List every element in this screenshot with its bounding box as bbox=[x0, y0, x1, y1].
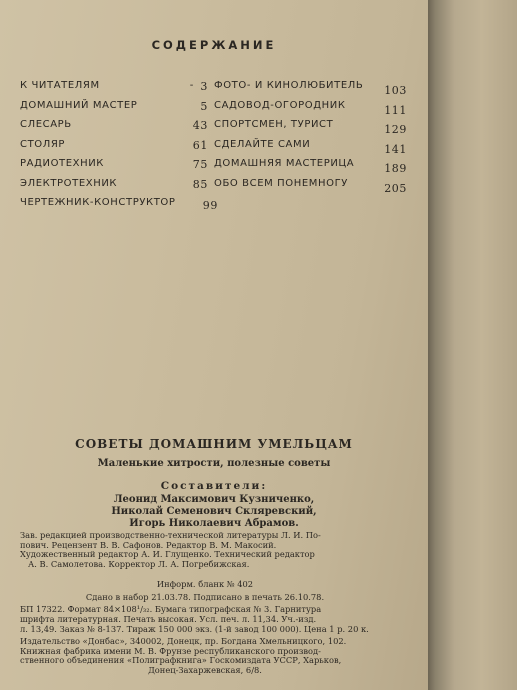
toc-entry-page: 99 bbox=[202, 199, 218, 212]
credits-line: Художественный редактор А. И. Глущенко. Технический редактор bbox=[20, 549, 315, 560]
toc-left-column bbox=[20, 80, 218, 217]
toc-entry-title: САДОВОД-ОГОРОДНИК bbox=[214, 99, 346, 111]
toc-title: СОДЕРЖАНИЕ bbox=[151, 38, 277, 52]
publisher-info bbox=[20, 637, 390, 675]
toc-entry bbox=[20, 119, 212, 139]
publisher-line: ственного объединения «Полиграфкнига» Госкомиздата УССР, Харьков, bbox=[20, 655, 342, 665]
toc-entry-title: К ЧИТАТЕЛЯМ bbox=[20, 80, 100, 91]
toc-entry bbox=[214, 178, 406, 198]
toc-entry-title: СДЕЛАЙТЕ САМИ bbox=[214, 138, 311, 150]
toc-entry bbox=[214, 80, 406, 100]
credits-line: Зав. редакцией производственно-технической литературы Л. И. По- bbox=[20, 530, 321, 540]
compilers-label: Составители: bbox=[160, 480, 268, 492]
publisher-line: Издательство «Донбас», 340002, Донецк, пр. Богдана Хмельницкого, 102. bbox=[20, 636, 347, 646]
print-details-line: шрифта литературная. Печать высокая. Усл. печ. л. 11,34. Уч.-изд. bbox=[20, 614, 317, 624]
toc-entry-page: 129 bbox=[384, 123, 407, 136]
toc-entry-page: 189 bbox=[384, 162, 407, 175]
toc-entry-page: 3 bbox=[200, 80, 208, 93]
toc-entry bbox=[20, 158, 212, 178]
toc-entry-page: 43 bbox=[192, 119, 208, 132]
publisher-line: Книжная фабрика имени М. В. Фрунзе республиканского производ- bbox=[20, 645, 321, 656]
toc-entry-title: РАДИОТЕХНИК bbox=[20, 158, 105, 169]
toc-entry bbox=[20, 100, 212, 120]
toc-entry bbox=[214, 158, 406, 178]
toc-entry-title: СЛЕСАРЬ bbox=[20, 119, 72, 130]
toc-entry-page: 103 bbox=[384, 84, 407, 97]
book-subtitle: Маленькие хитрости, полезные советы bbox=[97, 458, 331, 469]
toc-entry-title: СТОЛЯР bbox=[20, 138, 66, 150]
toc-entry: К ЧИТАТЕЛЯМ - 3 bbox=[20, 80, 208, 93]
editorial-credits bbox=[20, 531, 390, 569]
toc-entry bbox=[20, 139, 212, 159]
toc-entry-title: ОБО ВСЕМ ПОНЕМНОГУ bbox=[214, 177, 348, 189]
print-details-line: л. 13,49. Заказ № 8-137. Тираж 150 000 экз. (1-й завод 100 000). Цена 1 р. 20 к. bbox=[20, 624, 369, 634]
toc-entry bbox=[214, 100, 406, 120]
book-title: СОВЕТЫ ДОМАШНИМ УМЕЛЬЦАМ bbox=[75, 437, 353, 451]
toc-entry bbox=[20, 197, 218, 217]
compiler-name: Игорь Николаевич Абрамов. bbox=[129, 518, 299, 529]
toc-entry bbox=[214, 139, 406, 159]
toc-entry-page: 141 bbox=[384, 142, 407, 156]
toc-entry bbox=[214, 119, 406, 139]
toc-right-column bbox=[214, 80, 406, 197]
toc-entry-page: 205 bbox=[384, 181, 407, 195]
compiler-name: Леонид Максимович Кузниченко, bbox=[113, 494, 315, 505]
toc-entry bbox=[20, 178, 212, 198]
next-page-edge bbox=[428, 0, 517, 690]
toc-entry-title: ФОТО- И КИНОЛЮБИТЕЛЬ bbox=[214, 80, 364, 91]
toc-entry-title: ЭЛЕКТРОТЕХНИК bbox=[20, 177, 118, 189]
credits-line: А. В. Самолетова. Корректор Л. А. Погребижская. bbox=[28, 558, 250, 569]
set-dates: Сдано в набор 21.03.78. Подписано в печать 26.10.78. bbox=[85, 592, 325, 602]
toc-entry-page: 111 bbox=[384, 103, 407, 117]
toc-entry-page: 85 bbox=[192, 177, 208, 191]
print-details-line: БП 17322. Формат 84×108¹/₃₂. Бумага типографская № 3. Гарнитура bbox=[20, 604, 322, 614]
toc-entry-title: СПОРТСМЕН, ТУРИСТ bbox=[214, 119, 334, 130]
credits-line: пович. Рецензент В. В. Сафонов. Редактор В. М. Макосий. bbox=[20, 539, 277, 550]
toc-entry-page: 61 bbox=[192, 138, 208, 152]
toc-entry-page: 75 bbox=[192, 158, 208, 171]
form-number: Информ. бланк № 402 bbox=[156, 579, 254, 589]
publisher-line: Донец-Захаржевская, 6/8. bbox=[148, 664, 262, 675]
toc-entry-title: ДОМАШНИЙ МАСТЕР bbox=[20, 99, 138, 111]
toc-entry-title: ЧЕРТЕЖНИК-КОНСТРУКТОР bbox=[20, 197, 176, 208]
toc-entry-page: 5 bbox=[200, 99, 208, 113]
compiler-name: Николай Семенович Скляревский, bbox=[111, 506, 317, 517]
toc-entry-title: ДОМАШНЯЯ МАСТЕРИЦА bbox=[214, 158, 355, 169]
